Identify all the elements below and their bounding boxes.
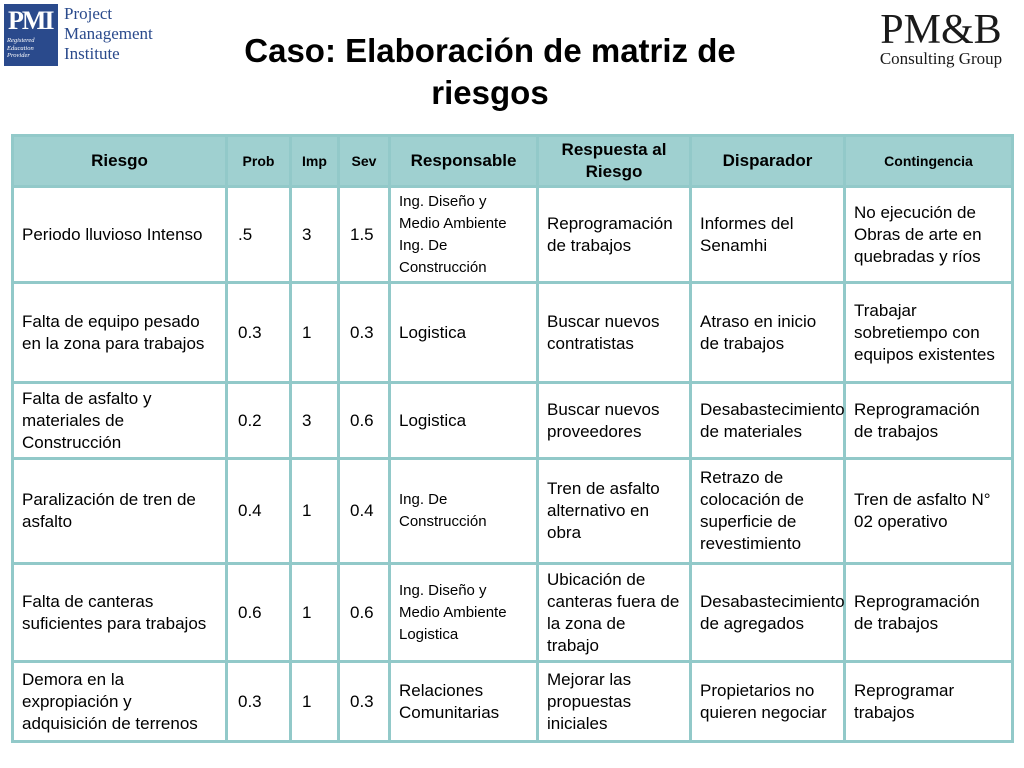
cell-prob: .5 [227, 187, 291, 283]
cell-disparador: Atraso en inicio de trabajos [691, 283, 845, 383]
cell-imp: 3 [291, 383, 339, 459]
cell-sev: 0.6 [339, 564, 390, 662]
cell-responsable [390, 459, 538, 564]
cell-contingencia: Reprogramar trabajos [845, 662, 1013, 742]
header-sev: Sev [339, 136, 390, 187]
cell-riesgo: Paralización de tren de asfalto [13, 459, 227, 564]
risk-matrix-table [11, 134, 1014, 743]
pmi-name-line: Project [64, 4, 113, 23]
cell-disparador: Desabastecimiento de agregados [691, 564, 845, 662]
cell-responsable [390, 662, 538, 742]
table-row [13, 283, 1013, 383]
pmi-logo [4, 2, 152, 66]
pmi-logo-name [64, 4, 153, 64]
cell-imp: 1 [291, 662, 339, 742]
header-prob: Prob [227, 136, 291, 187]
cell-respuesta: Buscar nuevos contratistas [538, 283, 691, 383]
table-row [13, 383, 1013, 459]
cell-riesgo: Demora en la expropiación y adquisición de terrenos [13, 662, 227, 742]
responsable-line: Logistica [399, 625, 459, 643]
pmi-badge-line: Provider [7, 52, 30, 59]
responsable-line: Ing. De Construcción [399, 491, 487, 530]
header-respuesta: Respuesta al Riesgo [538, 136, 691, 187]
header-imp: Imp [291, 136, 339, 187]
cell-disparador: Propietarios no quieren negociar [691, 662, 845, 742]
cell-disparador: Informes del Senamhi [691, 187, 845, 283]
pmb-logo-sub: Consulting Group [879, 49, 1003, 68]
responsable-line: Relaciones Comunitarias [399, 680, 500, 722]
responsable-line: Logistica [399, 322, 467, 342]
pmi-badge-line: Education [7, 44, 34, 52]
cell-prob: 0.4 [227, 459, 291, 564]
cell-prob: 0.6 [227, 564, 291, 662]
pmi-registered-provider [7, 37, 57, 60]
cell-riesgo: Falta de equipo pesado en la zona para trabajos [13, 283, 227, 383]
pmi-badge-line: Registered [7, 37, 35, 44]
cell-riesgo: Falta de asfalto y materiales de Construcción [13, 383, 227, 459]
header-responsable: Responsable [390, 136, 538, 187]
table-row [13, 564, 1013, 662]
cell-sev: 0.6 [339, 383, 390, 459]
responsable-line: Logistica [399, 410, 467, 430]
cell-sev: 1.5 [339, 187, 390, 283]
cell-responsable [390, 564, 538, 662]
cell-imp: 3 [291, 187, 339, 283]
cell-responsable [390, 383, 538, 459]
page-title-line: riesgos [431, 74, 549, 111]
cell-contingencia: Trabajar sobretiempo con equipos existentes [845, 283, 1013, 383]
header-riesgo: Riesgo [13, 136, 227, 187]
cell-imp: 1 [291, 459, 339, 564]
cell-prob: 0.3 [227, 662, 291, 742]
cell-sev: 0.3 [339, 662, 390, 742]
responsable-line: Ing. De Construcción [399, 236, 487, 276]
cell-contingencia: No ejecución de Obras de arte en quebradas y ríos [845, 187, 1013, 283]
table-row [13, 662, 1013, 742]
cell-respuesta: Tren de asfalto alternativo en obra [538, 459, 691, 564]
page-title-line: Caso: Elaboración de matriz de [244, 32, 736, 69]
cell-disparador: Retrazo de colocación de superficie de revestimiento [691, 459, 845, 564]
page-title [150, 30, 830, 114]
pmi-name-line: Institute [64, 44, 120, 63]
cell-disparador: Desabastecimiento de materiales [691, 383, 845, 459]
pmi-logo-badge [4, 4, 58, 66]
table-row [13, 459, 1013, 564]
cell-respuesta: Buscar nuevos proveedores [538, 383, 691, 459]
cell-prob: 0.3 [227, 283, 291, 383]
cell-respuesta: Reprogramación de trabajos [538, 187, 691, 283]
pmb-logo [862, 8, 1020, 70]
cell-contingencia: Reprogramación de trabajos [845, 383, 1013, 459]
cell-imp: 1 [291, 564, 339, 662]
cell-imp: 1 [291, 283, 339, 383]
cell-sev: 0.3 [339, 283, 390, 383]
table-row [13, 187, 1013, 283]
cell-sev: 0.4 [339, 459, 390, 564]
pmi-name-line: Management [64, 24, 153, 43]
cell-responsable [390, 283, 538, 383]
cell-riesgo: Falta de canteras suficientes para trabajos [13, 564, 227, 662]
responsable-line: Ing. Diseño y Medio Ambiente [399, 192, 507, 232]
table-header-row [13, 136, 1013, 187]
header-disparador: Disparador [691, 136, 845, 187]
pmi-logo-mark: PMI [8, 6, 53, 35]
header-contingencia: Contingencia [845, 136, 1013, 187]
cell-responsable [390, 187, 538, 283]
responsable-line: Ing. Diseño y Medio Ambiente [399, 581, 507, 621]
cell-respuesta: Mejorar las propuestas iniciales [538, 662, 691, 742]
cell-respuesta: Ubicación de canteras fuera de la zona de trabajo [538, 564, 691, 662]
cell-riesgo: Periodo lluvioso Intenso [13, 187, 227, 283]
cell-prob: 0.2 [227, 383, 291, 459]
cell-contingencia: Tren de asfalto N° 02 operativo [845, 459, 1013, 564]
pmb-logo-main: PM&B [880, 7, 1002, 53]
cell-contingencia: Reprogramación de trabajos [845, 564, 1013, 662]
